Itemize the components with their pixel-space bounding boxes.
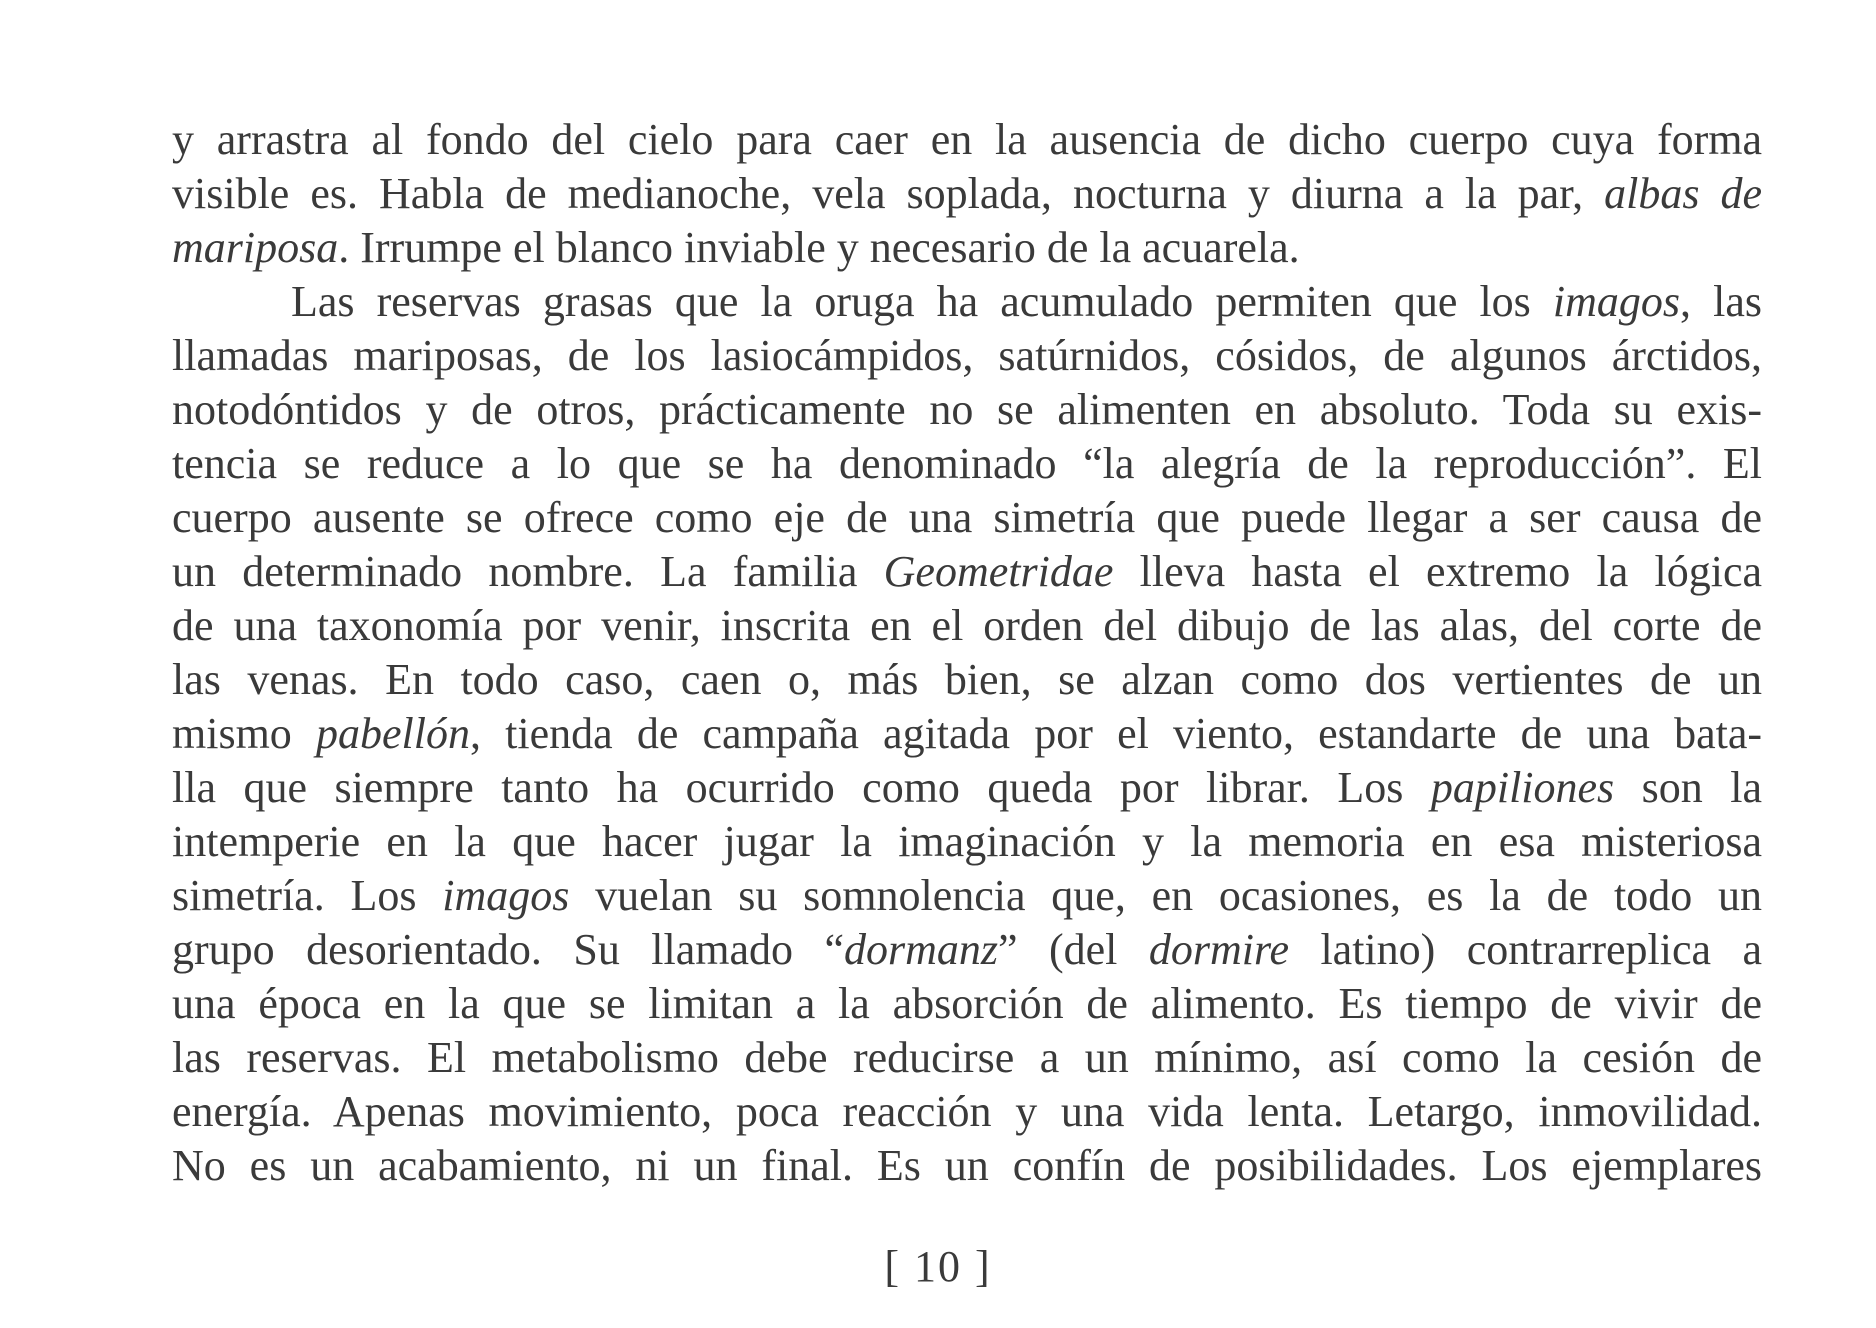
text-line bbox=[172, 167, 1762, 221]
text-run: vuelan su somnolencia que, en ocasiones, es la de todo un bbox=[569, 871, 1762, 920]
text-run: simetría. Los bbox=[172, 871, 443, 920]
text-run: visible es. Habla de medianoche, vela soplada, nocturna y diurna a la par, bbox=[172, 169, 1605, 218]
text-run: mismo bbox=[172, 709, 316, 758]
text-run: , tienda de campaña agitada por el viento, estandarte de una bata- bbox=[469, 709, 1763, 758]
text-line bbox=[172, 1085, 1762, 1139]
text-run: intemperie en la que hacer jugar la imaginación y la memoria en esa misteriosa bbox=[172, 817, 1762, 866]
text-run: son la bbox=[1614, 763, 1762, 812]
text-run: una época en la que se limitan a la absorción de alimento. Es tiempo de vivir de bbox=[172, 979, 1762, 1028]
text-run: de una taxonomía por venir, inscrita en el orden del dibujo de las alas, del corte de bbox=[172, 601, 1762, 650]
italic-text: mariposa bbox=[172, 223, 339, 272]
italic-text: pabellón bbox=[315, 709, 470, 758]
text-line bbox=[172, 383, 1762, 437]
text-line bbox=[172, 545, 1762, 599]
text-run: un determinado nombre. La familia bbox=[172, 547, 884, 596]
text-line bbox=[172, 1031, 1762, 1085]
text-run: energía. Apenas movimiento, poca reacción y una vida lenta. Letargo, inmovilidad. bbox=[172, 1087, 1762, 1136]
text-run: y arrastra al fondo del cielo para caer en la ausencia de dicho cuerpo cuya forma bbox=[172, 115, 1762, 164]
italic-text: Geometridae bbox=[883, 547, 1114, 596]
text-run: latino) contrarreplica a bbox=[1289, 925, 1762, 974]
text-line bbox=[172, 329, 1762, 383]
body-text bbox=[172, 113, 1762, 1193]
text-line bbox=[172, 707, 1762, 761]
text-run: ” (del bbox=[998, 925, 1149, 974]
italic-text: imagos bbox=[442, 871, 570, 920]
text-run: tencia se reduce a lo que se ha denominado “la alegría de la reproducción”. El bbox=[172, 439, 1762, 488]
text-line bbox=[172, 437, 1762, 491]
text-run: grupo desorientado. Su llamado “ bbox=[172, 925, 844, 974]
text-line bbox=[172, 653, 1762, 707]
text-line bbox=[172, 923, 1762, 977]
text-run: notodóntidos y de otros, prácticamente no se alimenten en absoluto. Toda su exis- bbox=[172, 385, 1762, 434]
text-line bbox=[172, 761, 1762, 815]
italic-text: dormanz bbox=[843, 925, 999, 974]
text-line bbox=[172, 869, 1762, 923]
text-run: las reservas. El metabolismo debe reducirse a un mínimo, así como la cesión de bbox=[172, 1033, 1762, 1082]
italic-text: albas de bbox=[1604, 169, 1762, 218]
italic-text: dormire bbox=[1148, 925, 1289, 974]
text-line bbox=[172, 275, 1762, 329]
text-run: las venas. En todo caso, caen o, más bien, se alzan como dos vertientes de un bbox=[172, 655, 1762, 704]
text-run: No es un acabamiento, ni un final. Es un confín de posibilidades. Los ejemplares bbox=[172, 1141, 1762, 1190]
text-run: lleva hasta el extremo la lógica bbox=[1113, 547, 1763, 596]
italic-text: papiliones bbox=[1430, 763, 1615, 812]
text-line bbox=[172, 113, 1762, 167]
text-run: cuerpo ausente se ofrece como eje de una simetría que puede llegar a ser causa de bbox=[172, 493, 1762, 542]
text-run: llamadas mariposas, de los lasiocámpidos, satúrnidos, cósidos, de algunos árctidos, bbox=[172, 331, 1762, 380]
text-line bbox=[172, 977, 1762, 1031]
text-line bbox=[172, 815, 1762, 869]
text-run: Las reservas grasas que la oruga ha acumulado permiten que los bbox=[291, 277, 1553, 326]
text-line bbox=[172, 599, 1762, 653]
text-line bbox=[172, 1139, 1762, 1193]
text-line bbox=[172, 221, 1762, 275]
text-run: lla que siempre tanto ha ocurrido como queda por librar. Los bbox=[172, 763, 1431, 812]
italic-text: imagos bbox=[1552, 277, 1681, 326]
text-line bbox=[172, 491, 1762, 545]
text-run: , las bbox=[1680, 277, 1762, 326]
page-number: [ 10 ] bbox=[884, 1242, 992, 1291]
text-run: . Irrumpe el blanco inviable y necesario de la acuarela. bbox=[338, 223, 1300, 272]
